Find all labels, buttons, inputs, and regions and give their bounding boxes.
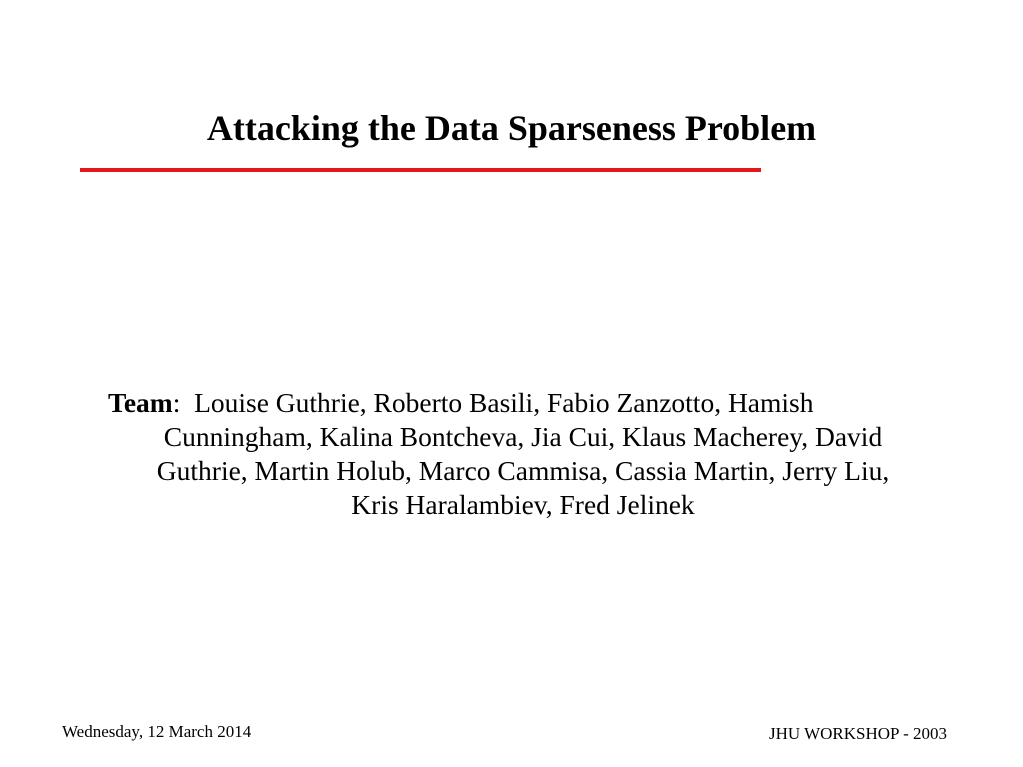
team-members-block (100, 386, 946, 522)
footer-date: Wednesday, 12 March 2014 (62, 722, 252, 741)
team-members-text-1: Louise Guthrie, Roberto Basili, Fabio Zanzotto, Hamish (194, 387, 814, 418)
team-line-1 (100, 386, 946, 420)
footer-event-name: JHU WORKSHOP - 2003 (768, 724, 947, 743)
team-line-2: Cunningham, Kalina Bontcheva, Jia Cui, Klaus Macherey, David (163, 421, 883, 452)
team-line-3: Guthrie, Martin Holub, Marco Cammisa, Cassia Martin, Jerry Liu, (156, 455, 890, 486)
team-line-4: Kris Haralambiev, Fred Jelinek (351, 489, 695, 520)
team-label: Team (108, 387, 173, 418)
team-label-separator: : (172, 387, 181, 418)
title-underline-rule (80, 168, 761, 172)
slide-title: Attacking the Data Sparseness Problem (206, 108, 817, 148)
